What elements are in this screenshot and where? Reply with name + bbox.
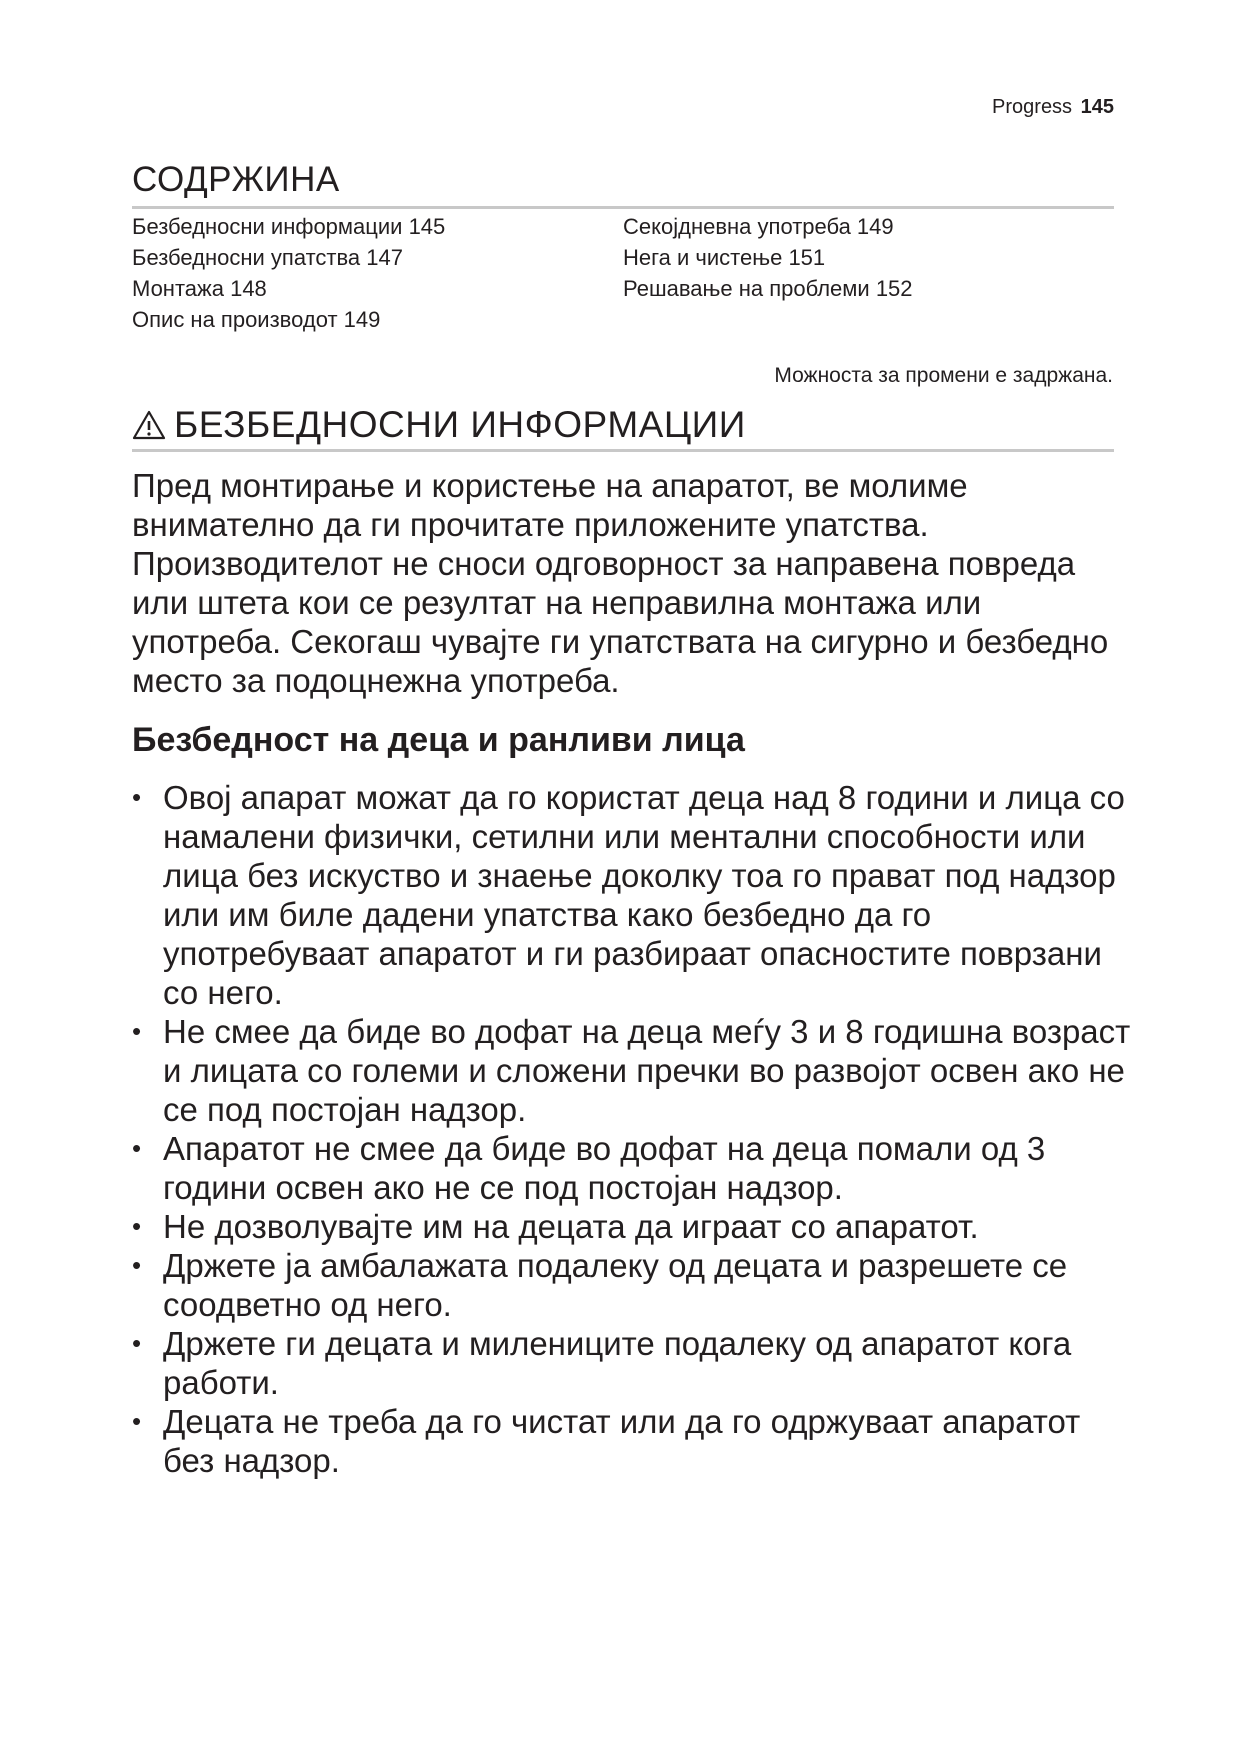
bullet-icon: • [132, 1133, 142, 1163]
section-title [132, 404, 746, 446]
list-item: • Не смее да биде во дофат на деца меѓу 3 и 8 годишна возраст и лицата со големи и сложени пречки во развојот освен ако не се под постојан надзор. [132, 1013, 1131, 1128]
safety-list [132, 778, 1132, 1480]
toc-divider [132, 206, 1114, 209]
section-divider [132, 449, 1114, 452]
list-item: • Апаратот не смее да биде во дофат на деца помали од 3 години освен ако не се под постојан надзор. [132, 1130, 1046, 1206]
subsection-title: Безбедност на деца и ранливи лица [132, 721, 745, 759]
bullet-icon: • [132, 782, 142, 812]
toc-item[interactable]: Решавање на проблеми 152 [623, 276, 913, 301]
bullet-icon: • [132, 1250, 142, 1280]
intro-paragraph: Пред монтирање и користење на апаратот, ве молиме внимателно да ги прочитате приложените упатства. Производителот не сноси одговорност за направена повреда или штета кои се резултат на неправилна монтажа или употреба. Секогаш чувајте ги упатствата на сигурно и безбедно место за подоцнежна употреба. [132, 467, 1109, 699]
brand-name: Progress [992, 96, 1073, 118]
toc-title: СОДРЖИНА [132, 160, 340, 199]
toc-column-right [623, 211, 1114, 335]
toc-column-left [132, 211, 623, 335]
warning-icon [132, 410, 166, 440]
bullet-icon: • [132, 1328, 142, 1358]
toc-item[interactable]: Монтажа 148 [132, 276, 267, 301]
list-item: • Децата не треба да го чистат или да го одржуваат апаратот без надзор. [132, 1403, 1081, 1479]
bullet-icon: • [132, 1406, 142, 1436]
toc-item[interactable]: Безбедносни информации 145 [132, 214, 446, 239]
toc-item[interactable]: Нега и чистење 151 [623, 245, 826, 270]
list-item: • Не дозволувајте им на децата да играат со апаратот. [132, 1208, 979, 1245]
toc-item[interactable]: Опис на производот 149 [132, 307, 381, 332]
bullet-icon: • [132, 1211, 142, 1241]
bullet-icon: • [132, 1016, 142, 1046]
change-notice: Можноста за промени е задржана. [774, 364, 1113, 387]
toc-item[interactable]: Секојдневна употреба 149 [623, 214, 894, 239]
list-item: • Држете ја амбалажата подалеку од децата и разрешете се соодветно од него. [132, 1247, 1068, 1323]
toc-item[interactable]: Безбедносни упатства 147 [132, 245, 403, 270]
list-item: • Држете ги децата и милениците подалеку од апаратот кога работи. [132, 1325, 1072, 1401]
table-of-contents [132, 211, 1114, 335]
page-number: 145 [1080, 96, 1114, 118]
list-item: • Овој апарат можат да го користат деца над 8 години и лица со намалени физички, сетилни или ментални способности или лица без искуство и знаење доколку тоа го прават под надзор или им биле дадени упатства како безбедно да го употребуваат апаратот и ги разбираат опасностите поврзани со него. [132, 779, 1125, 1011]
section-title-text: БЕЗБЕДНОСНИ ИНФОРМАЦИИ [174, 404, 746, 445]
page-header [992, 96, 1114, 119]
